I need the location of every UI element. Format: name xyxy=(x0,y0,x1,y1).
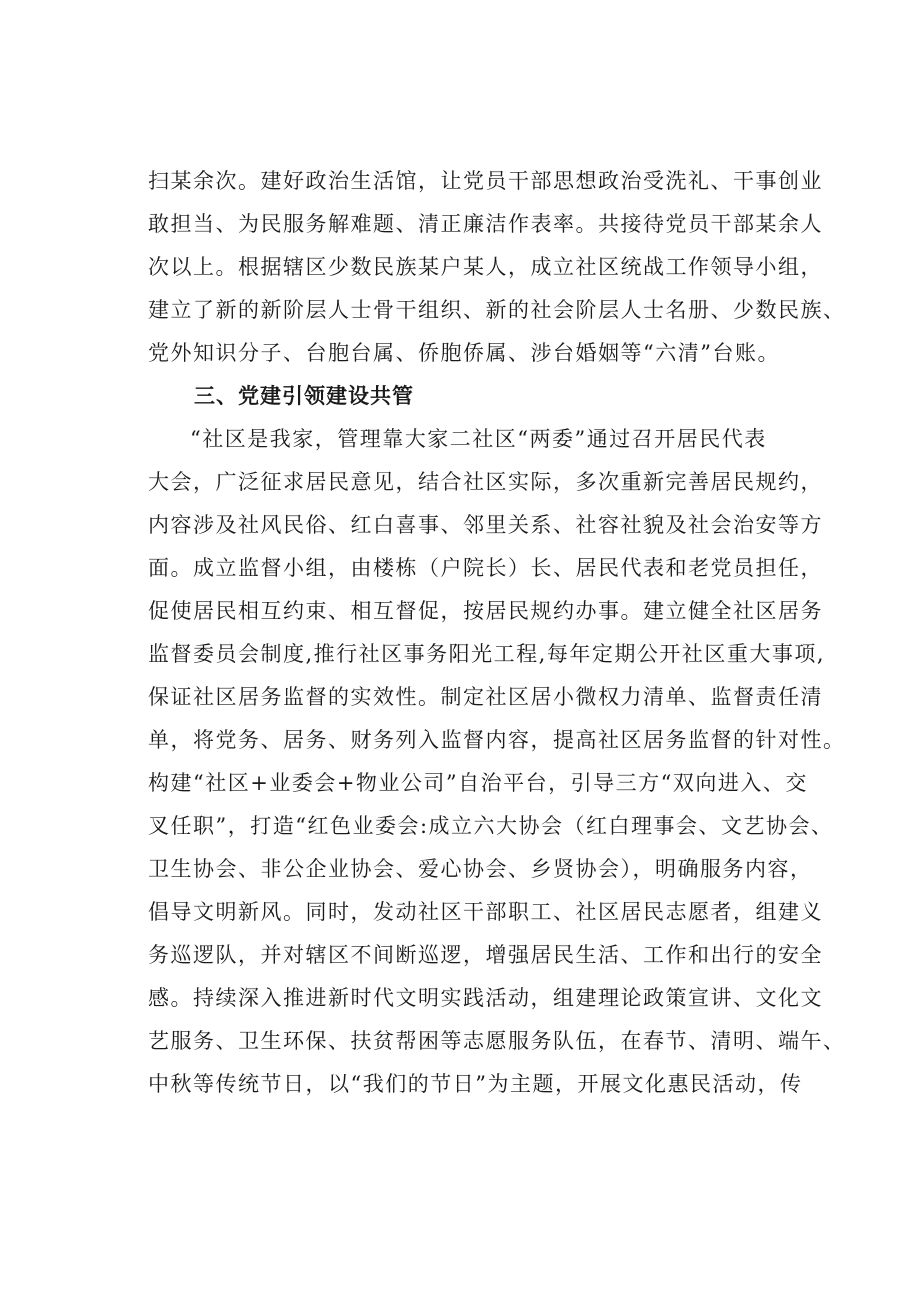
text-line: 次以上。根据辖区少数民族某户某人，成立社区统战工作领导小组， xyxy=(148,255,823,279)
text-line: 监督委员会制度,推行社区事务阳光工程,每年定期公开社区重大事项, xyxy=(148,642,826,666)
text-line: 感。持续深入推进新时代文明实践活动，组建理论政策宣讲、文化文 xyxy=(148,986,823,1010)
text-line: 艺服务、卫生环保、扶贫帮困等志愿服务队伍，在春节、清明、端午、 xyxy=(148,1029,846,1053)
text-line: 建立了新的新阶层人士骨干组织、新的社会阶层人士名册、少数民族、 xyxy=(148,298,846,322)
text-line: 卫生协会、非公企业协会、爱心协会、乡贤协会），明确服务内容， xyxy=(148,857,813,881)
text-line: 党外知识分子、台胞台属、侨胞侨属、涉台婚姻等“六清”台账。 xyxy=(148,341,780,365)
text-line: 构建“社区+业委会+物业公司”自治平台，引导三方“双向进入、交 xyxy=(148,771,808,795)
text-line: “社区是我家，管理靠大家二社区“两委”通过召开居民代表 xyxy=(190,427,767,451)
text-line: 保证社区居务监督的实效性。制定社区居小微权力清单、监督责任清 xyxy=(148,685,823,709)
text-line: 敢担当、为民服务解难题、清正廉洁作表率。共接待党员干部某余人 xyxy=(148,212,823,236)
text-line: 单，将党务、居务、财务列入监督内容，提高社区居务监督的针对性。 xyxy=(148,728,846,752)
text-line: 叉任职”，打造“红色业委会:成立六大协会（红白理事会、文艺协会、 xyxy=(148,814,834,838)
text-line: 倡导文明新风。同时，发动社区干部职工、社区居民志愿者，组建义 xyxy=(148,900,823,924)
text-line: 扫某余次。建好政治生活馆，让党员干部思想政治受洗礼、干事创业 xyxy=(148,169,823,193)
text-line: 大会，广泛征求居民意见，结合社区实际，多次重新完善居民规约， xyxy=(148,470,823,494)
text-line: 面。成立监督小组，由楼栋（户院长）长、居民代表和老党员担任， xyxy=(148,556,823,580)
section-heading: 三、党建引领建设共管 xyxy=(194,384,414,408)
text-line: 促使居民相互约束、相互督促，按居民规约办事。建立健全社区居务 xyxy=(148,599,823,623)
text-line: 内容涉及社风民俗、红白喜事、邻里关系、社容社貌及社会治安等方 xyxy=(148,513,823,537)
text-line: 务巡逻队，并对辖区不间断巡逻，增强居民生活、工作和出行的安全 xyxy=(148,943,823,967)
text-line: 中秋等传统节日，以“我们的节日”为主题，开展文化惠民活动，传 xyxy=(148,1072,803,1096)
